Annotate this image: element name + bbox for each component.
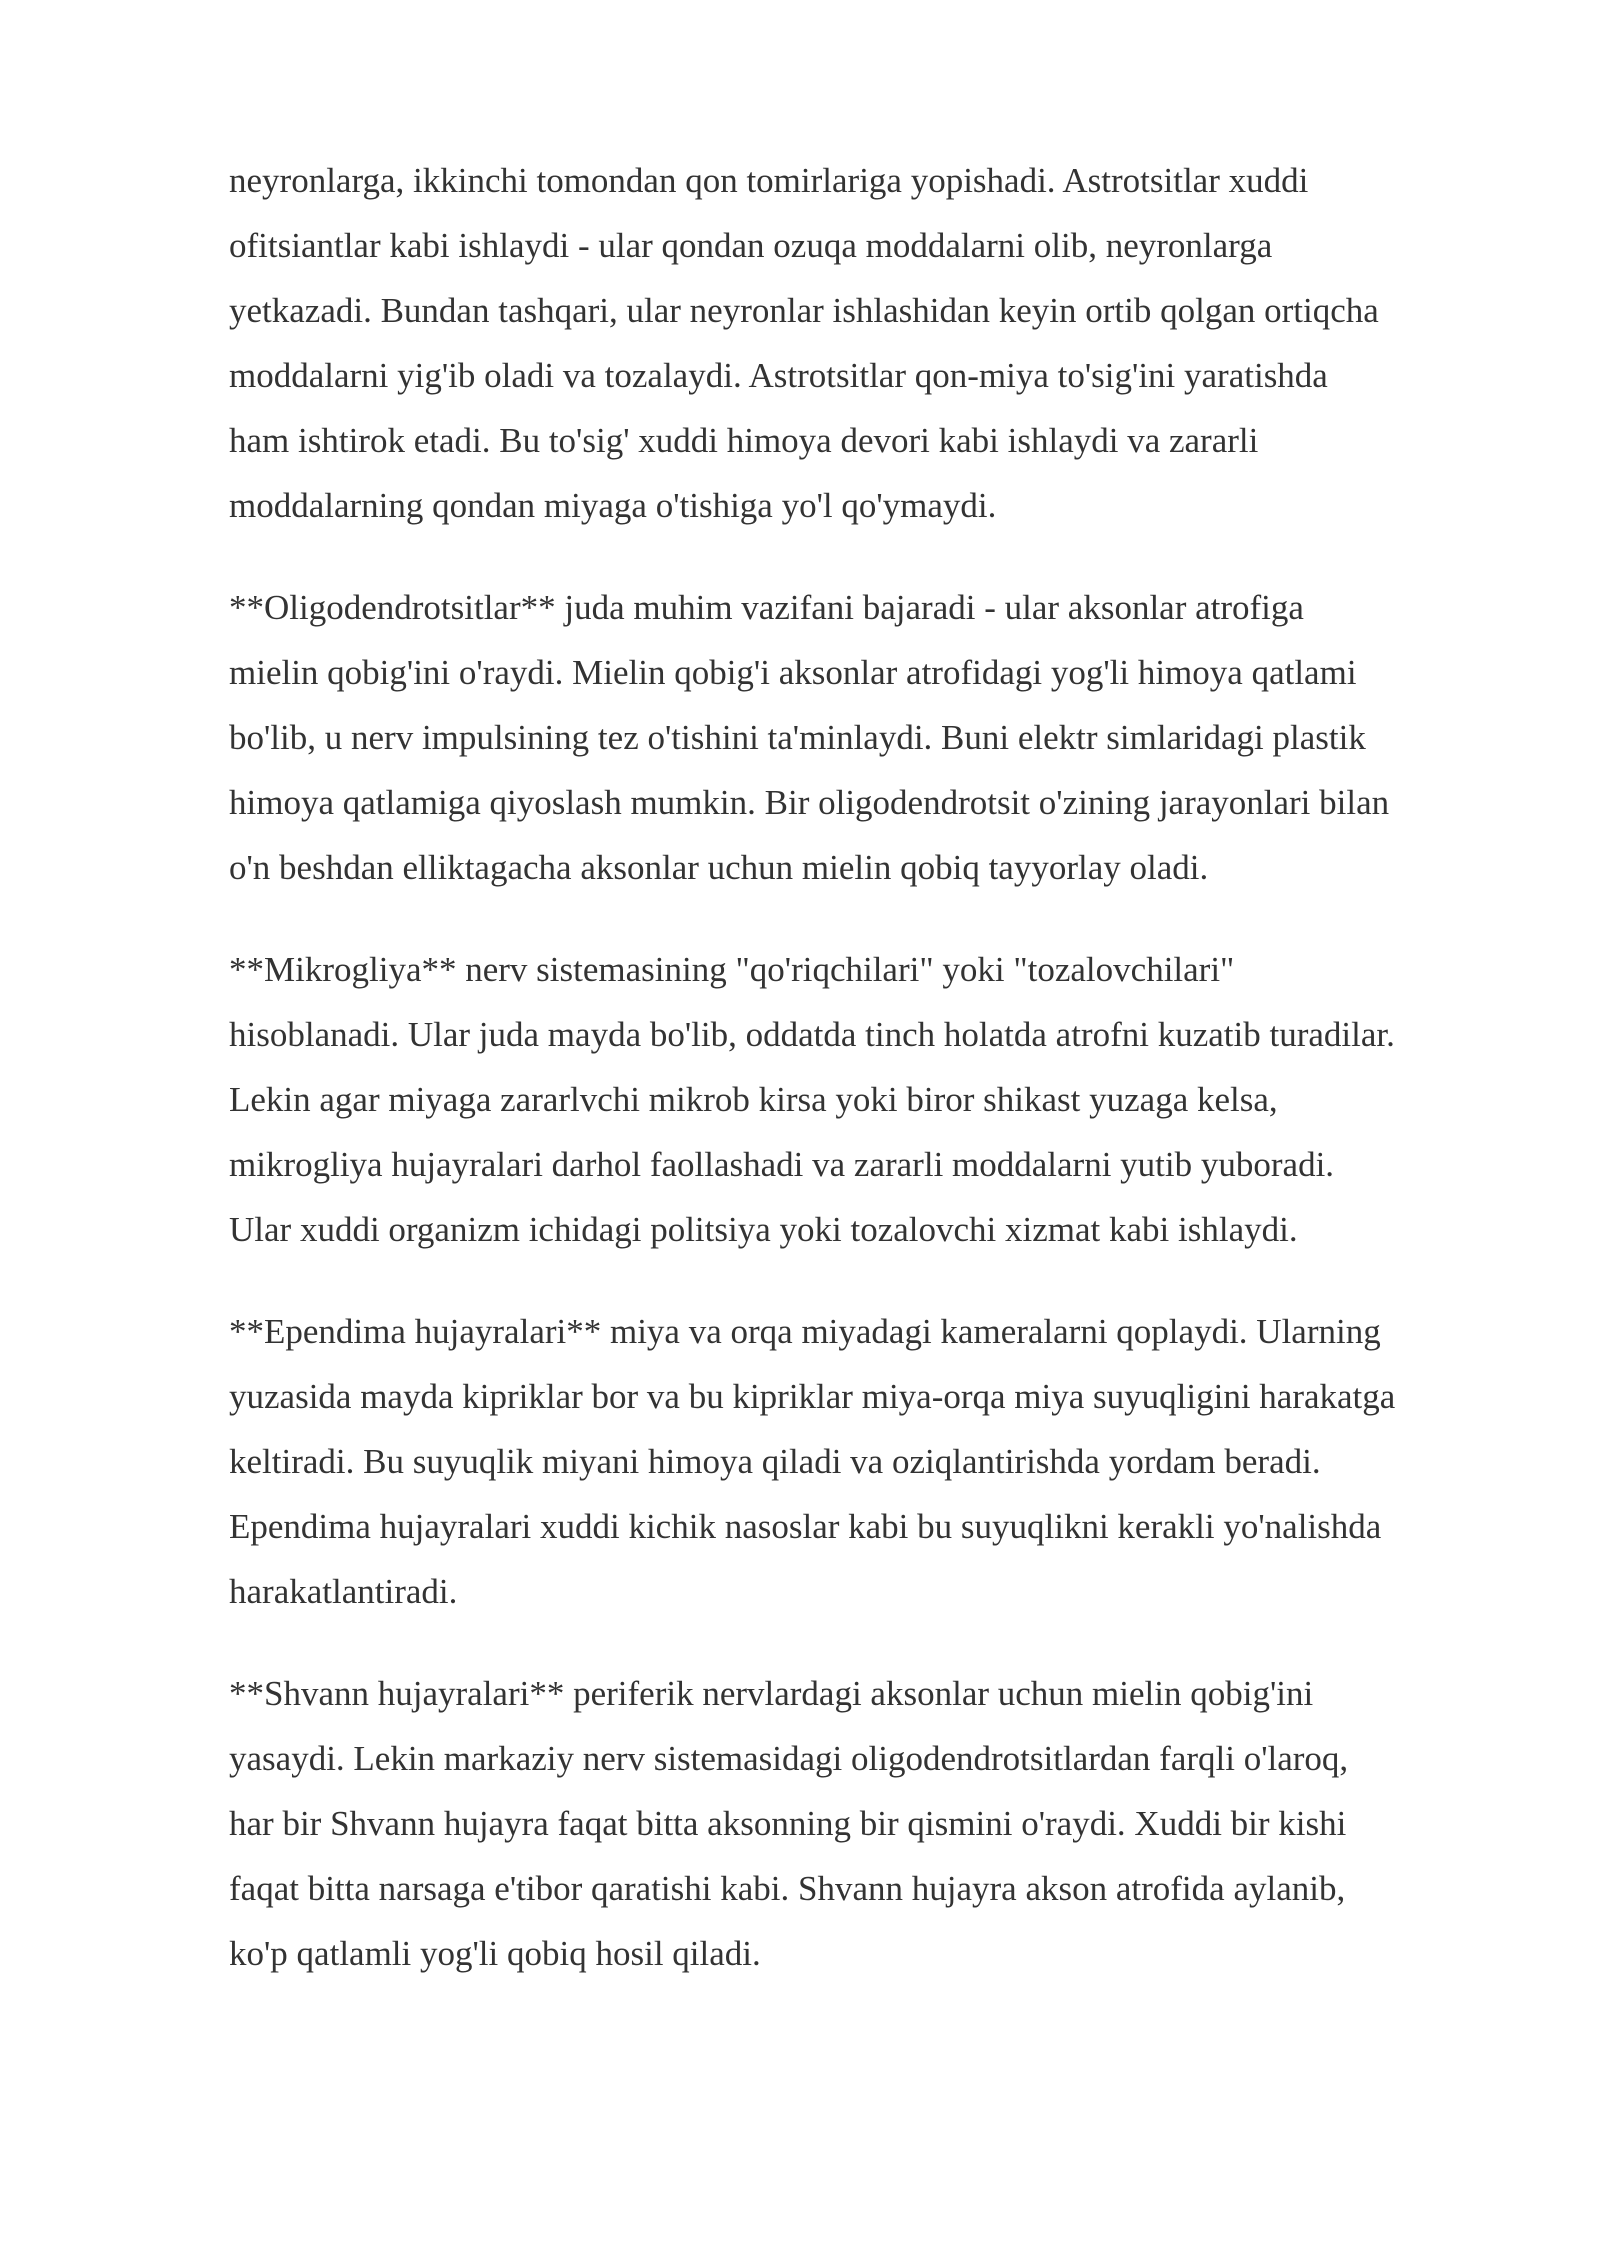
text-line: **Ependima hujayralari** miya va orqa miyadagi kameralarni qoplaydi. Ularning — [229, 1312, 1381, 1351]
text-line: ham ishtirok etadi. Bu to'sig' xuddi himoya devori kabi ishlaydi va zararli — [229, 421, 1259, 460]
text-line: hisoblanadi. Ular juda mayda bo'lib, oddatda tinch holatda atrofni kuzatib turadilar. — [229, 1015, 1395, 1054]
text-line: bo'lib, u nerv impulsining tez o'tishini ta'minlaydi. Buni elektr simlaridagi plastik — [229, 718, 1366, 757]
paragraph-shvann — [229, 1661, 1509, 1986]
text-line: Ependima hujayralari xuddi kichik nasoslar kabi bu suyuqlikni kerakli yo'nalishda — [229, 1507, 1382, 1546]
paragraph-oligodendrotsitlar — [229, 575, 1509, 900]
text-line: yasaydi. Lekin markaziy nerv sistemasidagi oligodendrotsitlardan farqli o'laroq, — [229, 1739, 1349, 1778]
text-line: neyronlarga, ikkinchi tomondan qon tomirlariga yopishadi. Astrotsitlar xuddi — [229, 161, 1309, 200]
text-line: keltiradi. Bu suyuqlik miyani himoya qiladi va oziqlantirishda yordam beradi. — [229, 1442, 1321, 1481]
text-line: yuzasida mayda kipriklar bor va bu kipriklar miya-orqa miya suyuqligini harakatga — [229, 1377, 1396, 1416]
text-line: o'n beshdan elliktagacha aksonlar uchun mielin qobiq tayyorlay oladi. — [229, 848, 1209, 887]
text-line: Ular xuddi organizm ichidagi politsiya yoki tozalovchi xizmat kabi ishlaydi. — [229, 1210, 1298, 1249]
document-body — [229, 148, 1509, 2023]
text-line: **Mikrogliya** nerv sistemasining "qo'riqchilari" yoki "tozalovchilari" — [229, 950, 1235, 989]
text-line: yetkazadi. Bundan tashqari, ular neyronlar ishlashidan keyin ortib qolgan ortiqcha — [229, 291, 1379, 330]
text-line: **Shvann hujayralari** periferik nervlardagi aksonlar uchun mielin qobig'ini — [229, 1674, 1314, 1713]
text-line: **Oligodendrotsitlar** juda muhim vazifani bajaradi - ular aksonlar atrofiga — [229, 588, 1304, 627]
text-line: moddalarni yig'ib oladi va tozalaydi. Astrotsitlar qon-miya to'sig'ini yaratishda — [229, 356, 1328, 395]
text-line: himoya qatlamiga qiyoslash mumkin. Bir oligodendrotsit o'zining jarayonlari bilan — [229, 783, 1390, 822]
text-line: ko'p qatlamli yog'li qobiq hosil qiladi. — [229, 1934, 761, 1973]
text-line: Lekin agar miyaga zararlvchi mikrob kirsa yoki biror shikast yuzaga kelsa, — [229, 1080, 1278, 1119]
text-line: har bir Shvann hujayra faqat bitta aksonning bir qismini o'raydi. Xuddi bir kishi — [229, 1804, 1347, 1843]
text-line: moddalarning qondan miyaga o'tishiga yo'l qo'ymaydi. — [229, 486, 997, 525]
text-line: mielin qobig'ini o'raydi. Mielin qobig'i aksonlar atrofidagi yog'li himoya qatlami — [229, 653, 1357, 692]
text-line: mikrogliya hujayralari darhol faollashadi va zararli moddalarni yutib yuboradi. — [229, 1145, 1335, 1184]
text-line: faqat bitta narsaga e'tibor qaratishi kabi. Shvann hujayra akson atrofida aylanib, — [229, 1869, 1346, 1908]
paragraph-mikrogliya — [229, 937, 1509, 1262]
paragraph-astrotsitlar — [229, 148, 1509, 538]
text-line: ofitsiantlar kabi ishlaydi - ular qondan ozuqa moddalarni olib, neyronlarga — [229, 226, 1273, 265]
paragraph-ependima — [229, 1299, 1509, 1624]
text-line: harakatlantiradi. — [229, 1572, 458, 1611]
